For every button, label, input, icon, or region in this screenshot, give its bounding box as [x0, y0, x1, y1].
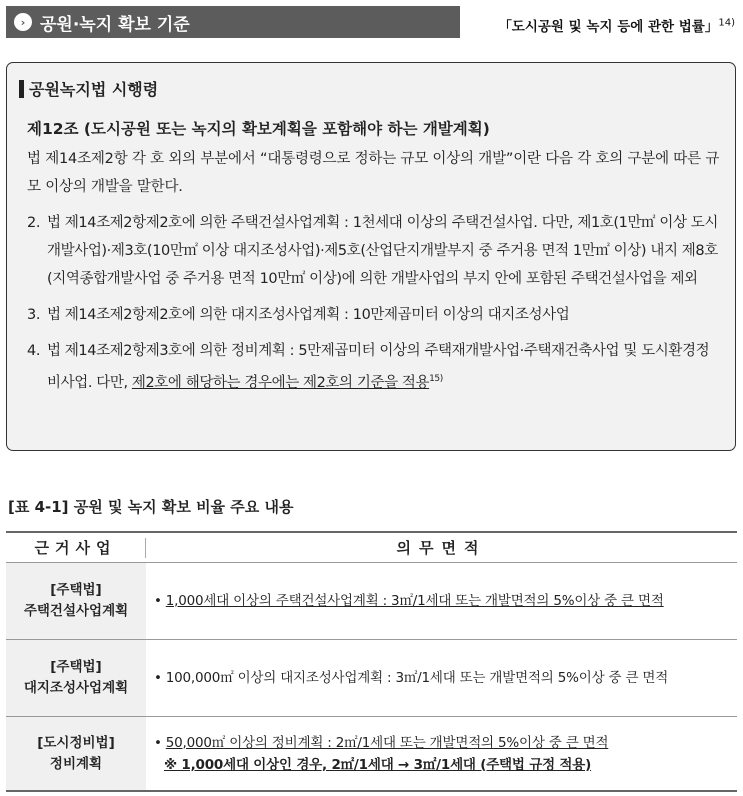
row-project: 정비계획	[49, 755, 103, 772]
row-project: 대지조성사업계획	[23, 680, 129, 696]
item-text: 법 제14조제2항제2호에 의한 주택건설사업계획 : 1천세대 이상의 주택건설사업. 다만, 제1호(1만㎡ 이상 도시개발사업)·제3호(10만㎡ 이상 대지조성사업)·제5호(산업단지개발부지 중 주거용 면적 1만㎡ 이상) 내지 제8호(지역종합개발사업 중 주거용 면적 10만㎡ 이상)에 의한 개발사업의 부지 안에 포함된 주택건설사업을 제외	[47, 215, 719, 287]
row-law: [주택법]	[50, 659, 102, 675]
row-requirement	[146, 563, 737, 639]
law-title	[19, 77, 721, 100]
row-basis	[6, 563, 146, 639]
law-reference-text: 「도시공원 및 녹지 등에 관한 법률」	[498, 19, 719, 35]
row-basis	[6, 717, 146, 790]
title-marker	[19, 80, 24, 98]
table-row	[6, 640, 737, 717]
row-basis	[6, 640, 146, 716]
item-text	[47, 337, 721, 397]
article-heading: 제12조 (도시공원 또는 녹지의 확보계획을 포함해야 하는 개발계획)	[27, 120, 490, 138]
item-text-underlined: 제2호에 해당하는 경우에는 제2호의 기준을 적용	[131, 374, 430, 391]
table-header	[6, 531, 737, 563]
item-number: 2.	[27, 215, 41, 231]
list-item	[27, 209, 721, 293]
requirement-text: 50,000㎡ 이상의 정비계획 : 2㎡/1세대 또는 개발면적의 5%이상 중 큰 면적	[165, 734, 609, 751]
requirement-text: 100,000㎡ 이상의 대지조성사업계획 : 3㎡/1세대 또는 개발면적의 5%이상 중 큰 면적	[165, 670, 669, 686]
list-item	[27, 301, 721, 329]
article-intro: 법 제14조제2항 각 호 외의 부분에서 “대통령령으로 정하는 규모 이상의 개발”이란 다음 각 호의 구분에 따른 규모 이상의 개발을 말한다.	[27, 151, 720, 195]
section-title: 공원·녹지 확보 기준	[40, 14, 190, 35]
item-number: 3.	[27, 307, 41, 323]
header-basis: 근거사업	[6, 538, 146, 558]
bullet-icon: •	[154, 670, 162, 686]
chevron-right-icon: ›	[14, 13, 32, 31]
row-law: [도시정비법]	[37, 734, 115, 751]
requirement-text: 1,000세대 이상의 주택건설사업계획 : 3㎡/1세대 또는 개발면적의 5%이상 중 큰 면적	[165, 593, 664, 609]
table-row	[6, 717, 737, 792]
footnote-ref: 14)	[718, 17, 735, 29]
row-requirement	[146, 640, 737, 716]
law-excerpt-box	[6, 62, 736, 451]
row-law: [주택법]	[50, 582, 102, 598]
bullet-icon: •	[154, 593, 162, 609]
bullet-icon: •	[154, 734, 162, 751]
section-title-bar	[6, 6, 460, 38]
list-item	[27, 337, 721, 397]
table-title: [표 4-1] 공원 및 녹지 확보 비율 주요 내용	[8, 498, 294, 516]
requirement-note: ※ 1,000세대 이상인 경우, 2㎡/1세대 → 3㎡/1세대 (주택법 규정 적용)	[164, 756, 592, 773]
park-ratio-table	[6, 531, 737, 792]
header-required-area: 의무면적	[396, 539, 487, 557]
table-row	[6, 563, 737, 640]
item-text-plain: 법 제14조제2항제3호에 의한 정비계획 : 5만제곱미터 이상의 주택재개발사업·주택재건축사업 및 도시환경정비사업. 다만,	[47, 343, 710, 391]
section-law-reference	[498, 15, 735, 35]
law-title-text: 공원녹지법 시행령	[29, 80, 159, 99]
section-header	[0, 6, 743, 38]
item-number: 4.	[27, 343, 41, 359]
item-text: 법 제14조제2항제2호에 의한 대지조성사업계획 : 10만제곱미터 이상의 대지조성사업	[47, 307, 570, 323]
row-requirement	[146, 717, 737, 790]
footnote-ref: 15)	[429, 374, 443, 384]
row-project: 주택건설사업계획	[23, 603, 129, 619]
article-items	[27, 209, 721, 397]
